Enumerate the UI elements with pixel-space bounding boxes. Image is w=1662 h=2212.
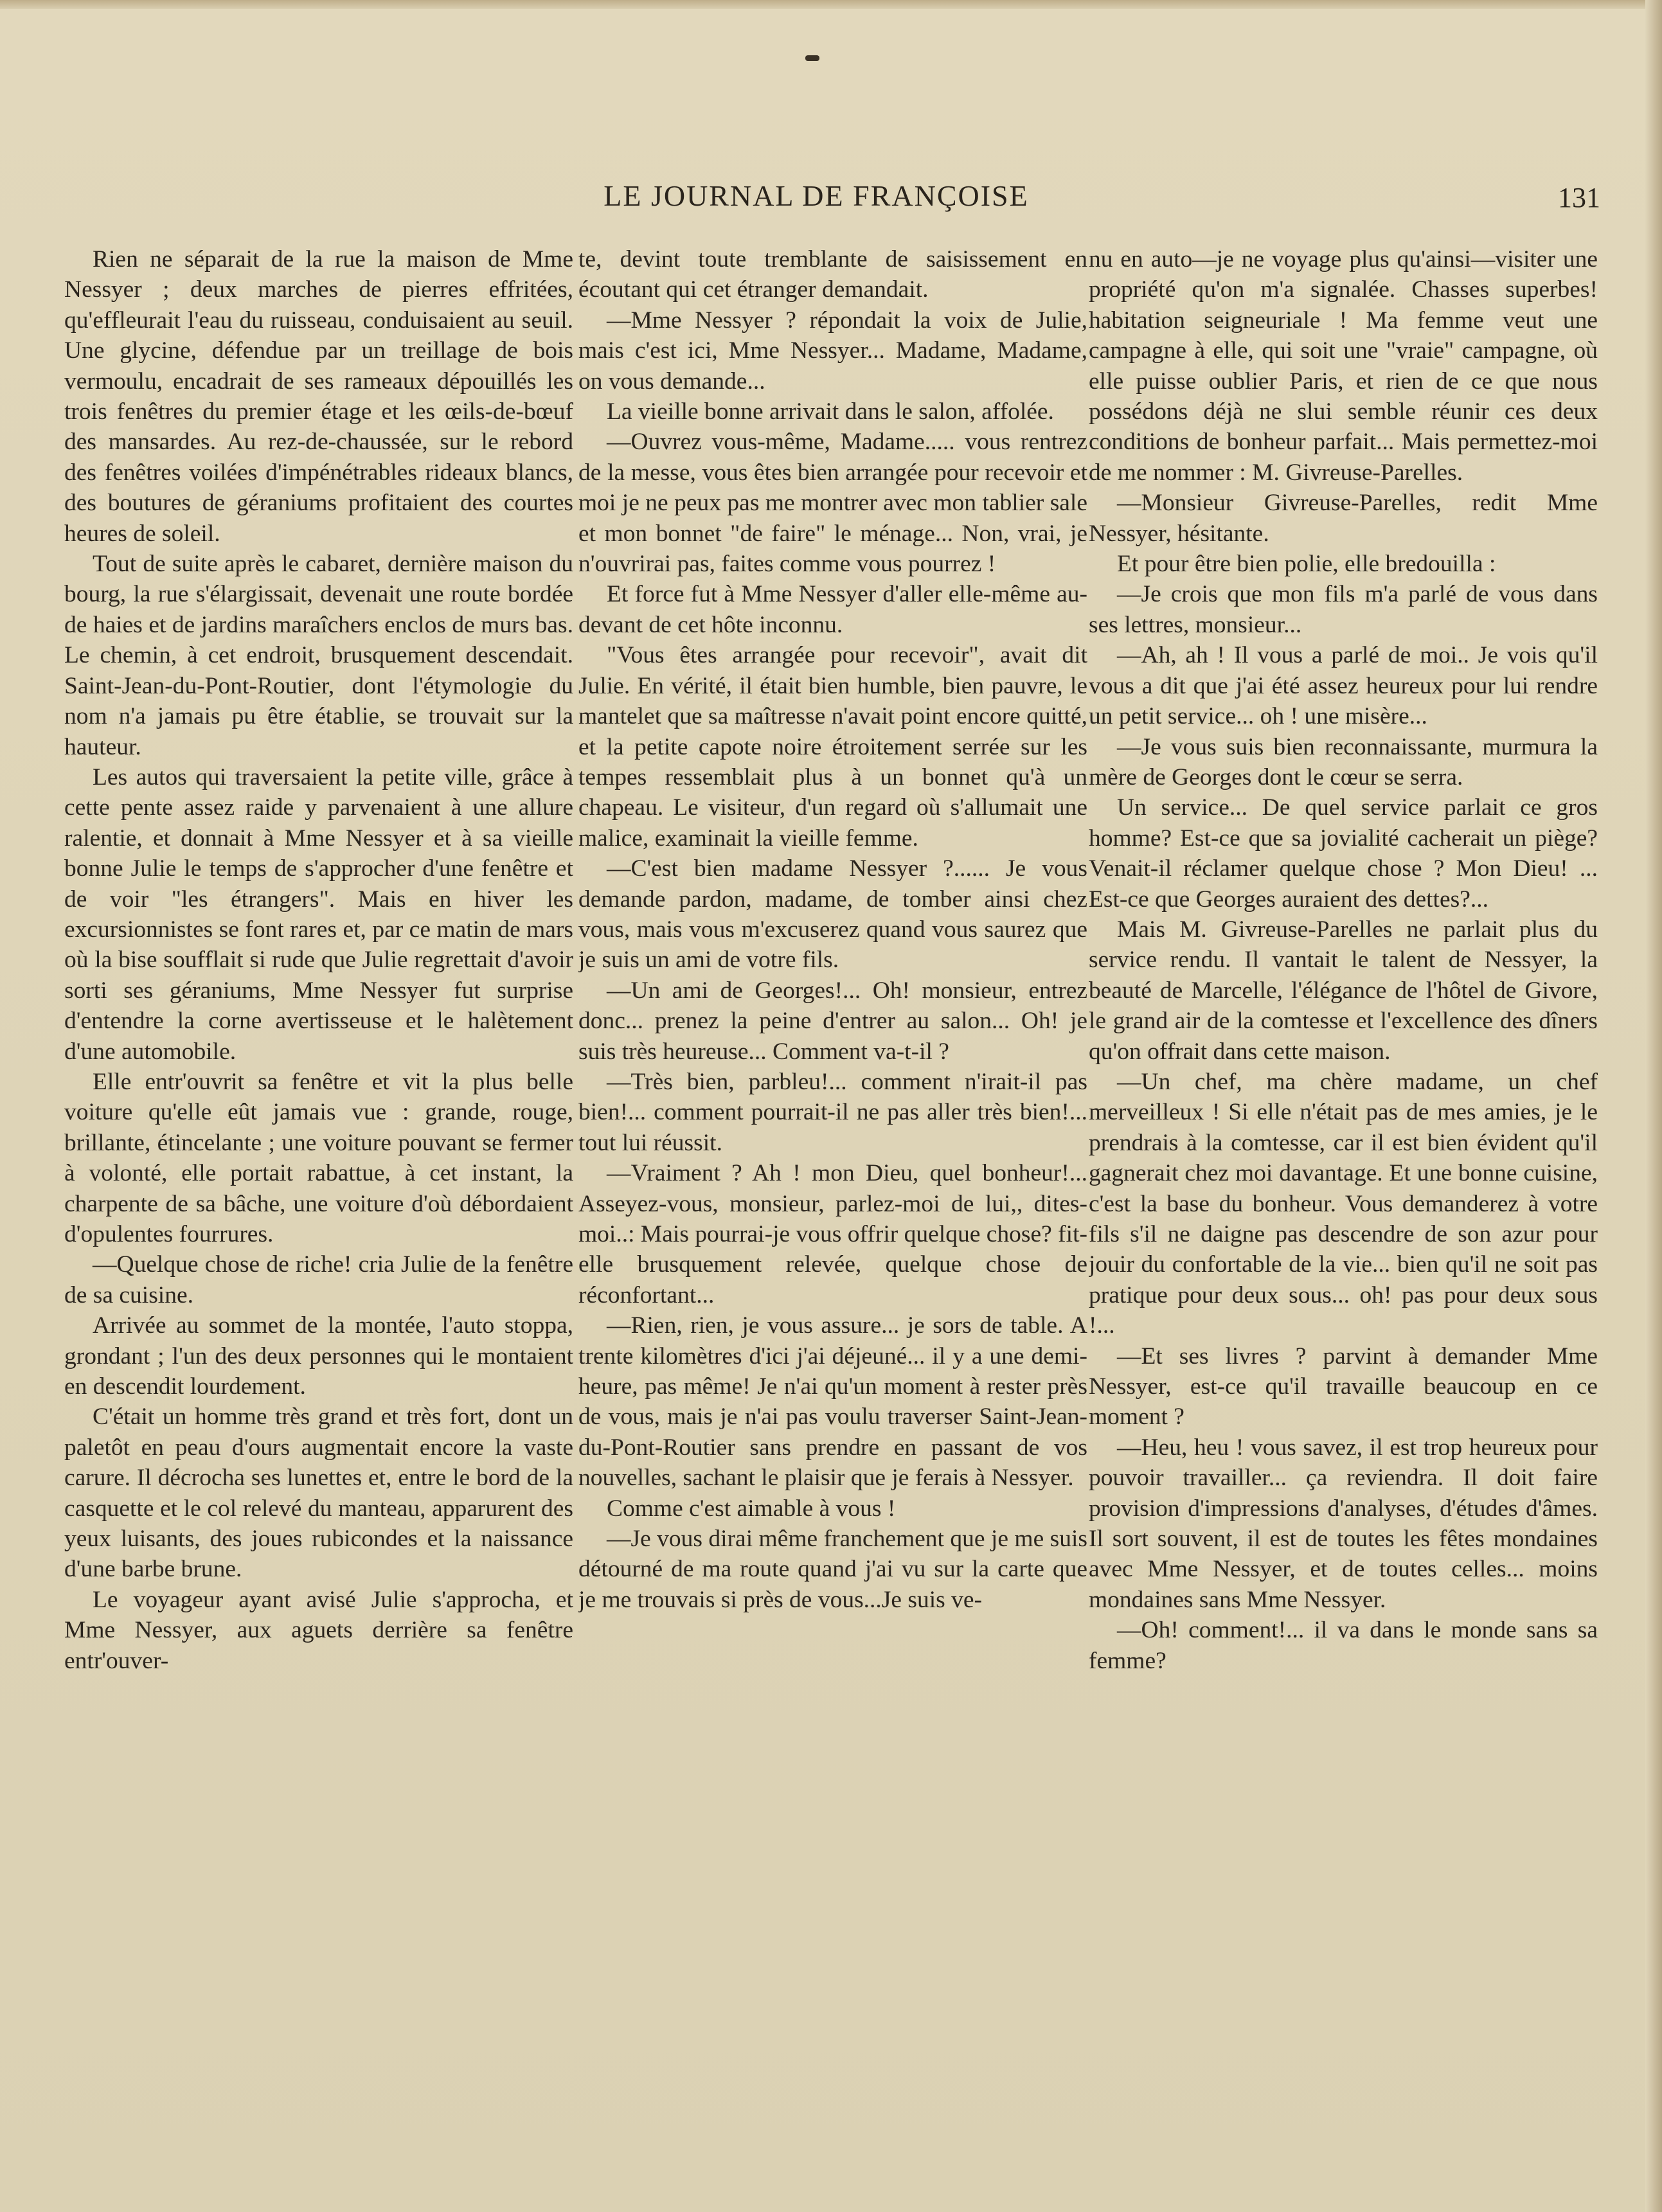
paragraph: —Je vous dirai même franchement que je me suis détourné de ma route quand j'ai vu sur la carte que je me trouvais si près de vous...Je suis ve- bbox=[578, 1526, 1087, 1613]
paragraph: —Très bien, parbleu!... comment n'irait-il pas bien!... comment pourrait-il ne pas aller très bien!... tout lui réussit. bbox=[578, 1068, 1087, 1156]
paragraph: —Oh! comment!... il va dans le monde sans sa femme? bbox=[1089, 1617, 1598, 1674]
paragraph: Le voyageur ayant avisé Julie s'approcha, et Mme Nessyer, aux aguets derrière sa fenêtre entr'ouver- bbox=[64, 1586, 573, 1674]
paragraph: —Je crois que mon fils m'a parlé de vous dans ses lettres, monsieur... bbox=[1089, 581, 1598, 638]
paragraph: Et force fut à Mme Nessyer d'aller elle-même au-devant de cet hôte inconnu. bbox=[578, 581, 1087, 638]
ink-mark bbox=[805, 55, 819, 61]
text-column-2 bbox=[578, 244, 1087, 2146]
text-column-1 bbox=[64, 244, 573, 2146]
paragraph: —Vraiment ? Ah ! mon Dieu, quel bonheur!... Asseyez-vous, monsieur, parlez-moi de lui,, dites-moi..: Mais pourrai-je vous offrir quelque chose? fit-elle brusquement relevée, quelque chose de réconfortant... bbox=[578, 1160, 1087, 1308]
paragraph: C'était un homme très grand et très fort, dont un paletôt en peau d'ours augmentait encore la vaste carure. Il décrocha ses lunettes et, entre le bord de la casquette et le col relevé du manteau, apparurent des yeux luisants, des joues rubicondes et la naissance d'une barbe brune. bbox=[64, 1404, 573, 1583]
running-header bbox=[0, 179, 1662, 217]
paragraph: Elle entr'ouvrit sa fenêtre et vit la plus belle voiture qu'elle eût jamais vue : grande, rouge, brillante, étincelante ; une voiture pouvant se fermer à volonté, elle portait rabattue, à cet instant, la charpente de sa bâche, une voiture d'où débordaient d'opulentes fourrures. bbox=[64, 1068, 573, 1247]
paragraph: La vieille bonne arrivait dans le salon, affolée. bbox=[607, 398, 1054, 425]
paragraph: —Ah, ah ! Il vous a parlé de moi.. Je vois qu'il vous a dit que j'ai été assez heureux pour lui rendre un petit service... oh ! une misère... bbox=[1089, 642, 1598, 730]
paragraph: —Un chef, ma chère madame, un chef merveilleux ! Si elle n'était pas de mes amies, je le prendrais à la comtesse, car il est bien évident qu'il gagnerait chez moi davantage. Et une bonne cuisine, c'est la base du bonheur. Vous demanderez à votre fils s'il ne daigne pas descendre de son azur pour jouir du confortable de la vie... bien qu'il ne soit pas pratique pour deux sous... oh! pas pour deux sous !... bbox=[1089, 1068, 1598, 1339]
page-number: 131 bbox=[1558, 182, 1600, 213]
paragraph: Et pour être bien polie, elle bredouilla : bbox=[1117, 551, 1496, 578]
paragraph: —Ouvrez vous-même, Madame..... vous rentrez de la messe, vous êtes bien arrangée pour recevoir et moi je ne peux pas me montrer avec mon tablier sale et mon bonnet "de faire" le ménage... Non, vrai, je n'ouvrirai pas, faites comme vous pourrez ! bbox=[578, 429, 1087, 578]
text-column-3 bbox=[1089, 244, 1598, 2146]
paragraph: —Et ses livres ? parvint à demander Mme Nessyer, est-ce qu'il travaille beaucoup en ce moment ? bbox=[1089, 1342, 1598, 1431]
paragraph: —Heu, heu ! vous savez, il est trop heureux pour pouvoir travailler... ça reviendra. Il doit faire provision d'impressions d'analyses, d'études d'âmes. Il sort souvent, il est de toutes les fêtes mondaines avec Mme Nessyer, et de toutes celles... moins mondaines sans Mme Nessyer. bbox=[1089, 1434, 1598, 1613]
paragraph: —Rien, rien, je vous assure... je sors de table. A trente kilomètres d'ici j'ai déjeuné... il y a une demi-heure, pas même! Je n'ai qu'un moment à rester près de vous, mais je n'ai pas voulu traverser Saint-Jean-du-Pont-Routier sans prendre en passant de vos nouvelles, sachant le plaisir que je ferais à Nessyer. bbox=[578, 1312, 1087, 1492]
paragraph: —Quelque chose de riche! cria Julie de la fenêtre de sa cuisine. bbox=[64, 1251, 573, 1308]
paragraph: —Un ami de Georges!... Oh! monsieur, entrez donc... prenez la peine d'entrer au salon... Oh! je suis très heureuse... Comment va-t-il ? bbox=[578, 977, 1087, 1065]
journal-title: LE JOURNAL DE FRANÇOISE bbox=[603, 179, 1029, 212]
paragraph: Un service... De quel service parlait ce gros homme? Est-ce que sa jovialité cacherait un piège? Venait-il réclamer quelque chose ? Mon Dieu! ... Est-ce que Georges auraient des dettes?... bbox=[1089, 794, 1598, 913]
paragraph: nu en auto—je ne voyage plus qu'ainsi—visiter une propriété qu'on m'a signalée. Chasses superbes! habitation seigneuriale ! Ma femme veut une campagne à elle, qui soit une "vraie" campagne, où elle puisse oublier Paris, et rien de ce que nous possédons déjà ne slui semble réunir ces deux conditions de bonheur parfait... Mais permettez-moi de me nommer : M. Givreuse-Parelles. bbox=[1089, 246, 1598, 486]
paragraph: te, devint toute tremblante de saisissement en écoutant qui cet étranger demandait. bbox=[578, 246, 1087, 303]
page-top-edge bbox=[0, 0, 1662, 9]
paragraph: Arrivée au sommet de la montée, l'auto stoppa, grondant ; l'un des deux personnes qui le montaient en descendit lourdement. bbox=[64, 1312, 573, 1400]
page-right-edge bbox=[1645, 0, 1662, 2212]
paragraph: "Vous êtes arrangée pour recevoir", avait dit Julie. En vérité, il était bien humble, bien pauvre, le mantelet que sa maîtresse n'avait point encore quitté, et la petite capote noire étroitement serrée sur les tempes ressemblait plus à un bonnet qu'à un chapeau. Le visiteur, d'un regard où s'allumait une malice, examinait la vieille femme. bbox=[578, 642, 1087, 852]
paragraph: —Je vous suis bien reconnaissante, murmura la mère de Georges dont le cœur se serra. bbox=[1089, 733, 1598, 790]
paragraph: Comme c'est aimable à vous ! bbox=[607, 1495, 896, 1522]
paragraph: Mais M. Givreuse-Parelles ne parlait plus du service rendu. Il vantait le talent de Nessyer, la beauté de Marcelle, l'élégance de l'hôtel de Givore, le grand air de la comtesse et l'excellence des dîners qu'on offrait dans cette maison. bbox=[1089, 916, 1598, 1065]
paragraph: Les autos qui traversaient la petite ville, grâce à cette pente assez raide y parvenaient à une allure ralentie, et donnait à Mme Nessyer et à sa vieille bonne Julie le temps de s'approcher d'une fenêtre et de voir "les étrangers". Mais en hiver les excursionnistes se font rares et, par ce matin de mars où la bise soufflait si rude que Julie regrettait d'avoir sorti ses géraniums, Mme Nessyer fut surprise d'entendre la corne avertisseuse et le halètement d'une automobile. bbox=[64, 763, 573, 1065]
paragraph: —C'est bien madame Nessyer ?...... Je vous demande pardon, madame, de tomber ainsi chez vous, mais vous m'excuserez quand vous saurez que je suis un ami de votre fils. bbox=[578, 855, 1087, 974]
paragraph: —Monsieur Givreuse-Parelles, redit Mme Nessyer, hésitante. bbox=[1089, 490, 1598, 547]
paragraph: —Mme Nessyer ? répondait la voix de Julie, mais c'est ici, Mme Nessyer... Madame, Madame, on vous demande... bbox=[578, 307, 1087, 395]
paragraph: Rien ne séparait de la rue la maison de Mme Nessyer ; deux marches de pierres effritées, qu'effleurait l'eau du ruisseau, conduisaient au seuil. Une glycine, défendue par un treillage de bois vermoulu, encadrait de ses rameaux dépouillés les trois fenêtres du premier étage et les œils-de-bœuf des mansardes. Au rez-de-chaussée, sur le rebord des fenêtres voilées d'impénétrables rideaux blancs, des boutures de géraniums profitaient des courtes heures de soleil. bbox=[64, 246, 573, 547]
paragraph: Tout de suite après le cabaret, dernière maison du bourg, la rue s'élargissait, devenait une route bordée de haies et de jardins maraîchers enclos de murs bas. Le chemin, à cet endroit, brusquement descendait. Saint-Jean-du-Pont-Routier, dont l'étymologie du nom n'a jamais pu être établie, se trouvait sur la hauteur. bbox=[64, 551, 573, 760]
